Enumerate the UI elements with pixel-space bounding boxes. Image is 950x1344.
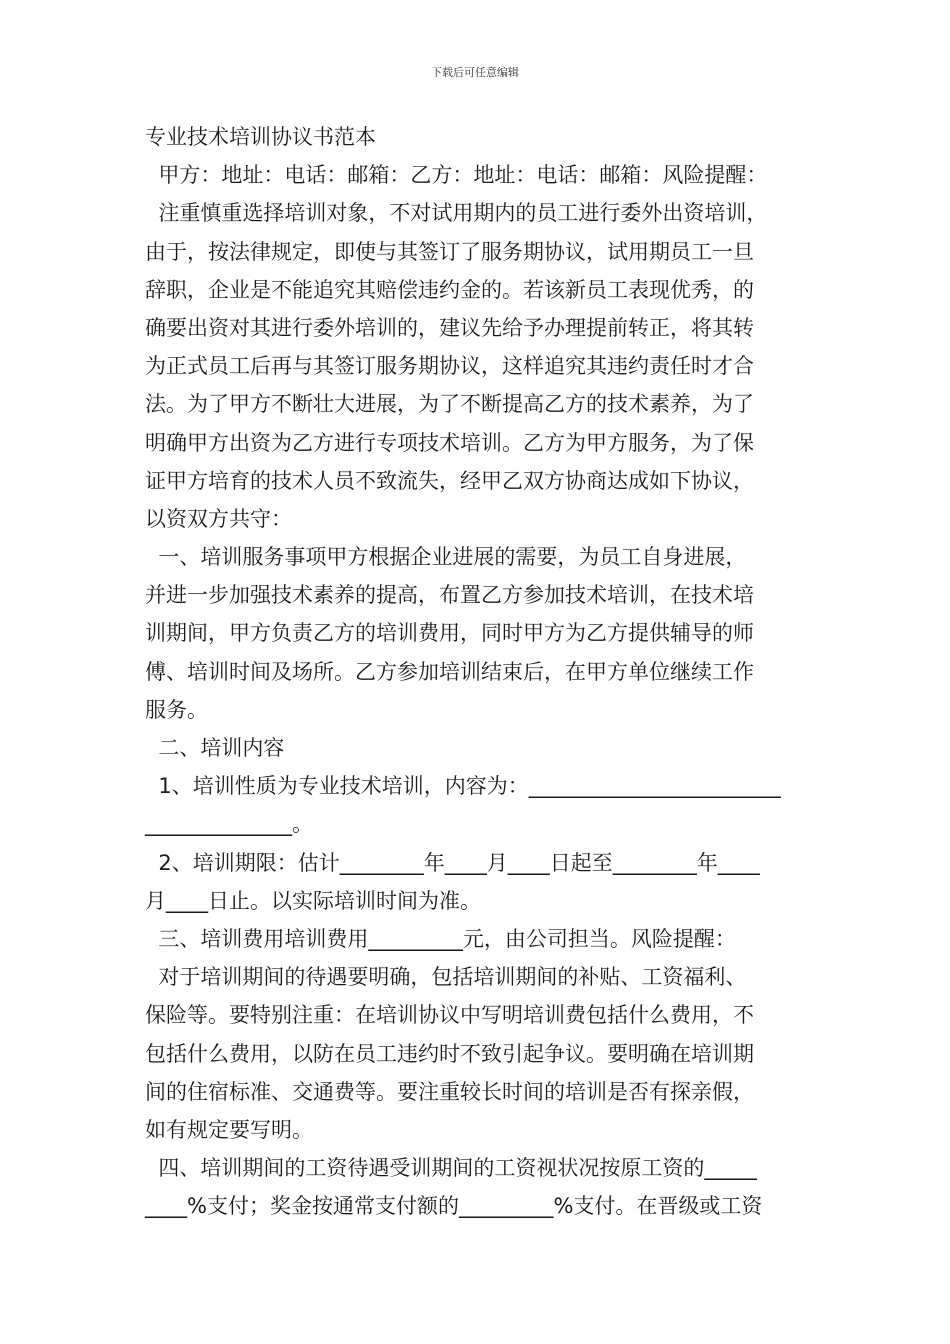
text-line: 2、培训期限：估计________年____月____日起至________年____ <box>145 850 760 875</box>
text-line: ____%支付；奖金按通常支付额的_________%支付。在晋级或工资 <box>145 1194 763 1219</box>
text-line: 一、培训服务事项甲方根据企业进展的需要，为员工自身进展， <box>145 545 747 570</box>
text-line: 并进一步加强技术素养的提高，布置乙方参加技术培训，在技术培 <box>145 583 754 608</box>
text-line: 以资双方共守： <box>145 506 292 531</box>
text-line: 月____日止。以实际培训时间为准。 <box>145 888 481 913</box>
text-line: 1、培训性质为专业技术培训，内容为：________________________ <box>145 774 781 799</box>
text-line: 对于培训期间的待遇要明确，包括培训期间的补贴、工资福利、 <box>145 965 747 990</box>
text-line: 明确甲方出资为乙方进行专项技术培训。乙方为甲方服务，为了保 <box>145 430 754 455</box>
text-line: 包括什么费用，以防在员工违约时不致引起争议。要明确在培训期 <box>145 1041 754 1066</box>
text-line: 服务。 <box>145 697 208 722</box>
text-line: 间的住宿标准、交通费等。要注重较长时间的培训是否有探亲假， <box>145 1079 754 1104</box>
text-line: 确要出资对其进行委外培训的，建议先给予办理提前转正，将其转 <box>145 315 754 340</box>
document-title: 专业技术培训协议书范本 <box>145 125 376 149</box>
page-header: 下载后可任意编辑 <box>431 66 519 79</box>
text-line: 三、培训费用培训费用_________元，由公司担当。风险提醒： <box>145 926 736 951</box>
text-line: 由于，按法律规定，即使与其签订了服务期协议，试用期员工一旦 <box>145 239 754 264</box>
text-line: 为正式员工后再与其签订服务期协议，这样追究其违约责任时才合 <box>145 354 754 379</box>
text-line: 法。为了甲方不断壮大进展，为了不断提高乙方的技术素养，为了 <box>145 392 754 417</box>
text-line: ______________。 <box>145 812 313 837</box>
text-line: 辞职，企业是不能追究其赔偿违约金的。若该新员工表现优秀，的 <box>145 277 754 302</box>
text-line: 甲方：地址：电话：邮箱：乙方：地址：电话：邮箱：风险提醒： <box>145 163 768 188</box>
text-line: 如有规定要写明。 <box>145 1117 313 1142</box>
text-line: 傅、培训时间及场所。乙方参加培训结束后，在甲方单位继续工作 <box>145 659 754 684</box>
text-line: 注重慎重选择培训对象，不对试用期内的员工进行委外出资培训， <box>145 201 768 226</box>
text-line: 四、培训期间的工资待遇受训期间的工资视状况按原工资的_____ <box>145 1156 757 1181</box>
text-line: 训期间，甲方负责乙方的培训费用，同时甲方为乙方提供辅导的师 <box>145 621 754 646</box>
section-heading: 二、培训内容 <box>145 736 285 760</box>
document-body <box>145 118 810 1225</box>
text-line: 保险等。要特别注重：在培训协议中写明培训费包括什么费用，不 <box>145 1003 754 1028</box>
text-line: 证甲方培育的技术人员不致流失，经甲乙双方协商达成如下协议， <box>145 468 754 493</box>
